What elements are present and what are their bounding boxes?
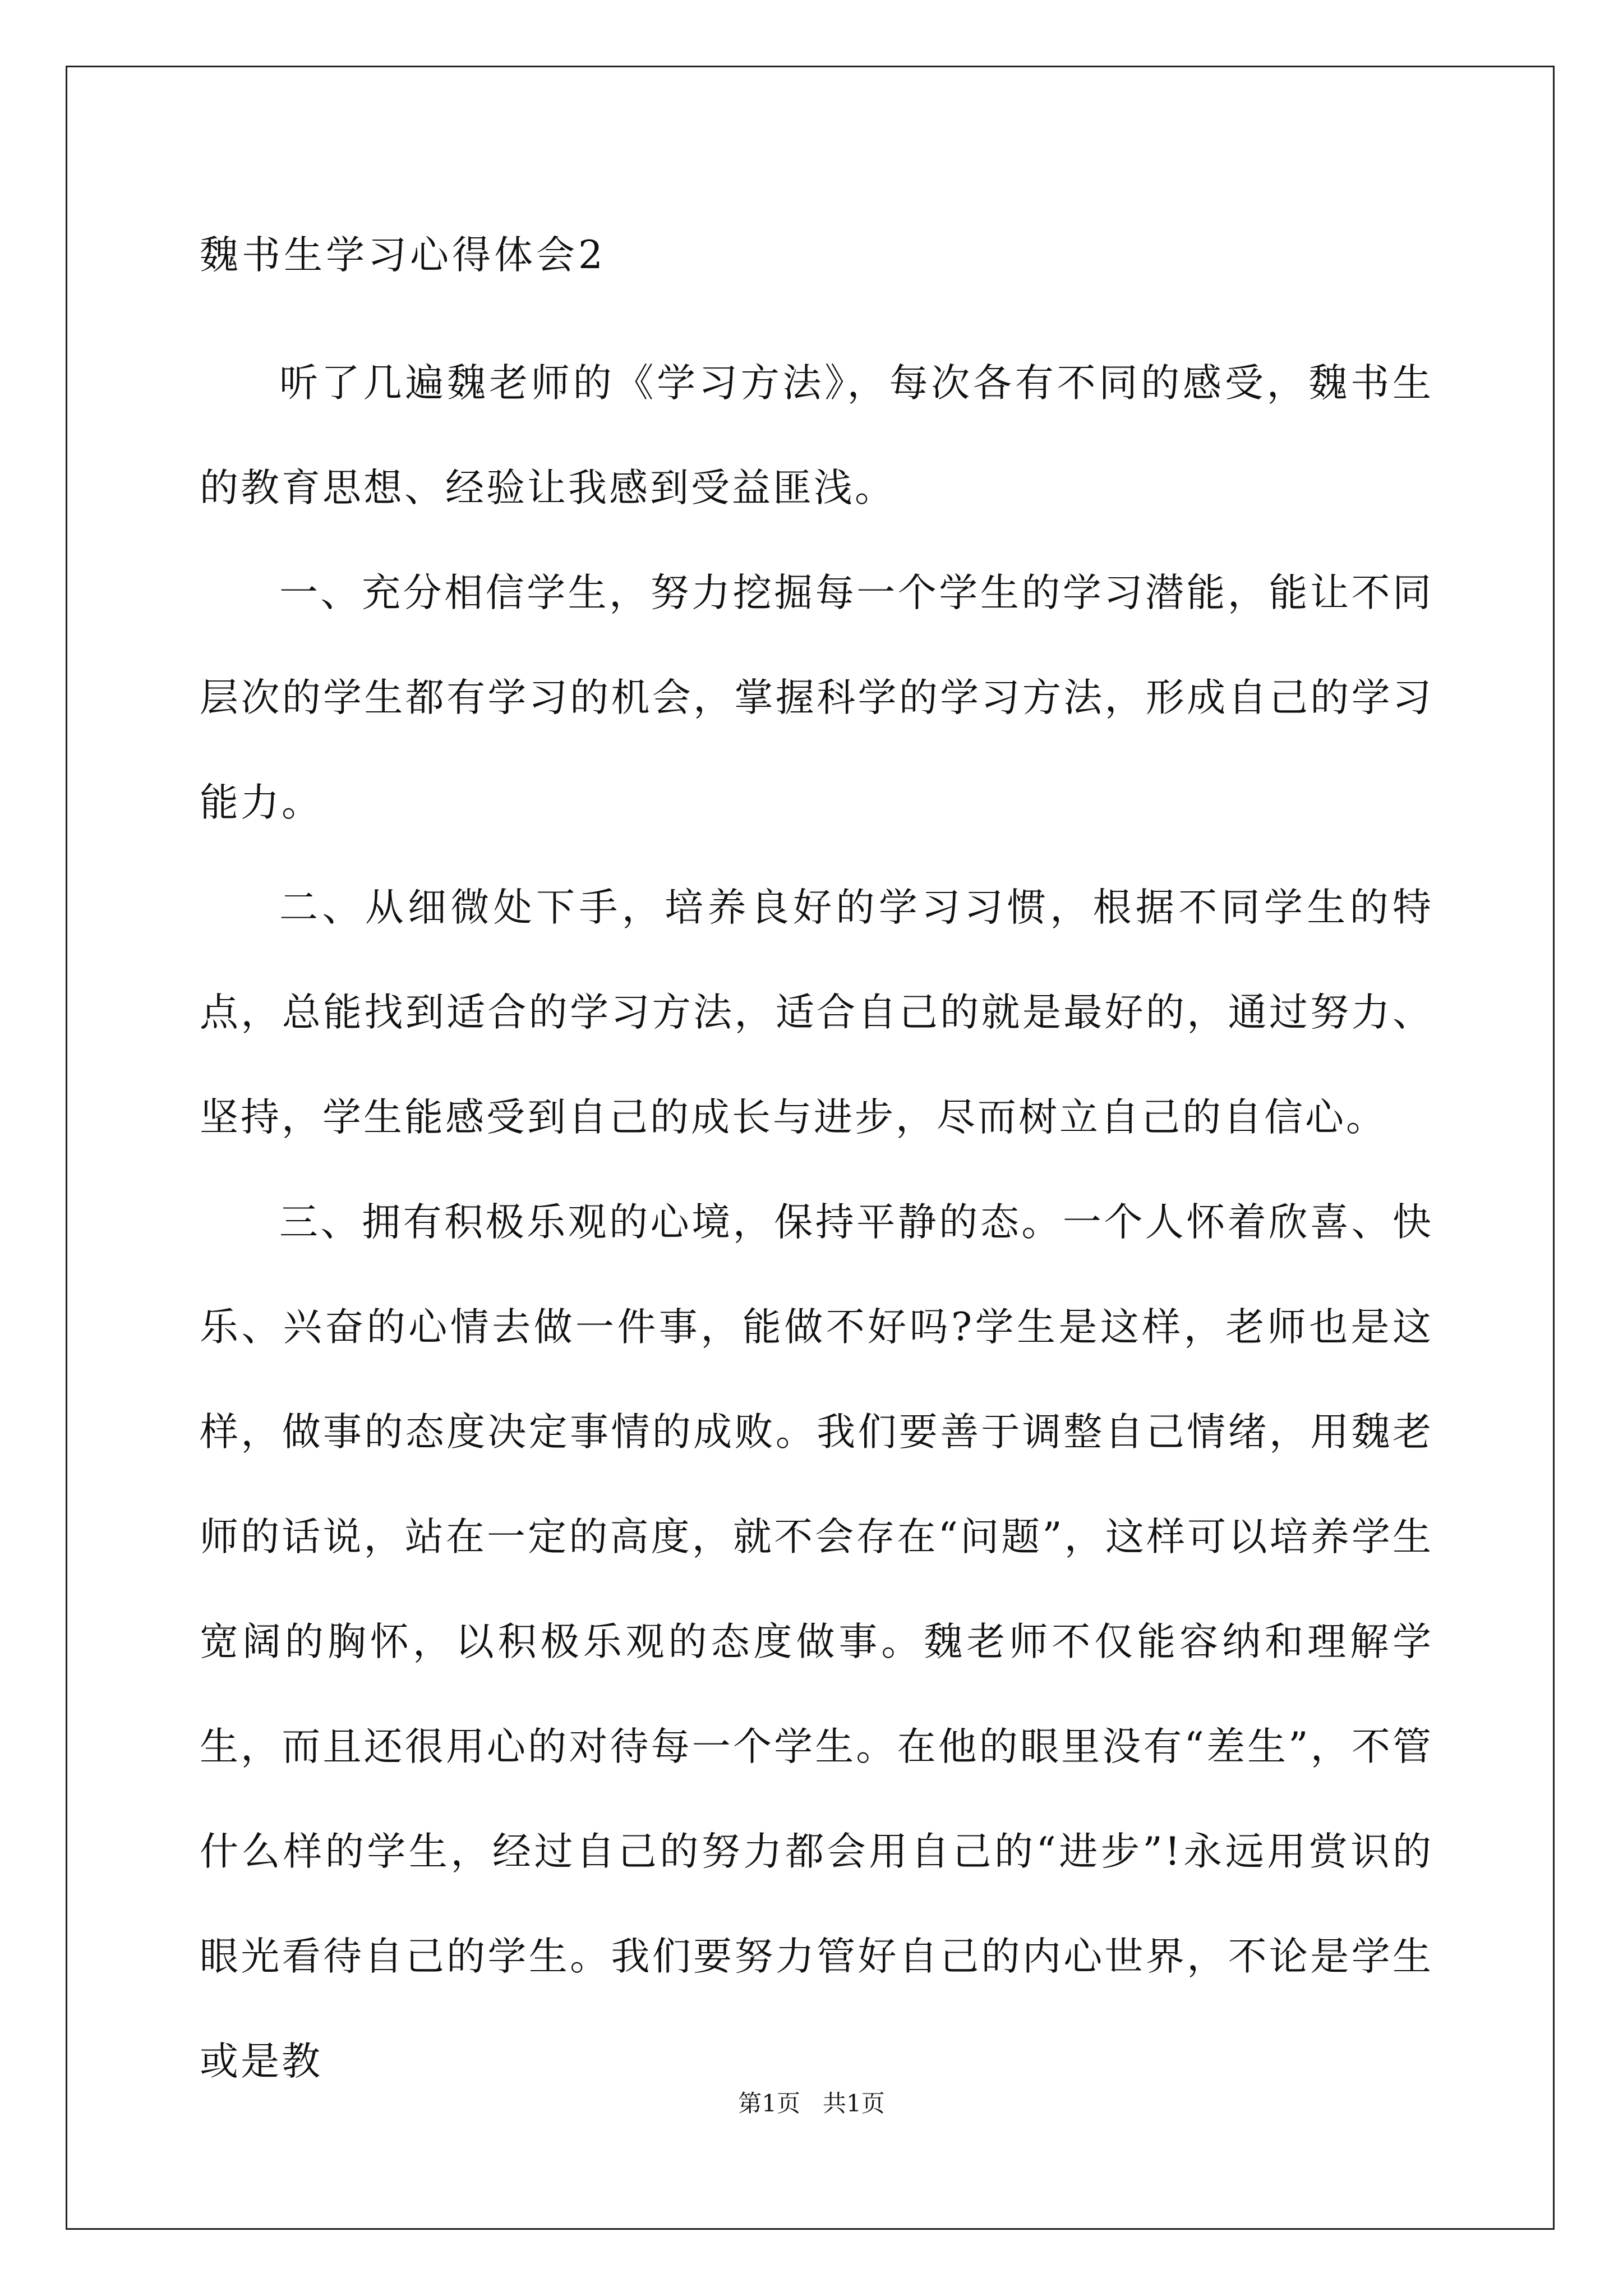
page-footer: 第1页 共1页 [738, 2090, 885, 2117]
paragraph-point-three: 三、拥有积极乐观的心境，保持平静的态。一个人怀着欣喜、快乐、兴奋的心情去做一件事，能做不好吗?学生是这样，老师也是这样，做事的态度决定事情的成败。我们要善于调整自己情绪，用魏老师的话说，站在一定的高度，就不会存在“问题”，这样可以培养学生宽阔的胸怀，以积极乐观的态度做事。魏老师不仅能容纳和理解学生，而且还很用心的对待每一个学生。在他的眼里没有“差生”，不管什么样的学生，经过自己的努力都会用自己的“进步”!永远用赏识的眼光看待自己的学生。我们要努力管好自己的内心世界，不论是学生或是教 [200, 1200, 1433, 2084]
paragraph-point-one: 一、充分相信学生，努力挖掘每一个学生的学习潜能，能让不同层次的学生都有学习的机会，掌握科学的学习方法，形成自己的学习能力。 [200, 570, 1433, 825]
paragraph-point-two: 二、从细微处下手，培养良好的学习习惯，根据不同学生的特点，总能找到适合的学习方法，适合自己的就是最好的，通过努力、坚持，学生能感受到自己的成长与进步，尽而树立自己的自信心。 [200, 885, 1433, 1140]
document-title: 魏书生学习心得体会2 [200, 233, 606, 278]
document-body [200, 331, 1433, 2114]
paragraph-intro: 听了几遍魏老师的《学习方法》，每次各有不同的感受，魏书生的教育思想、经验让我感到受益匪浅。 [200, 361, 1433, 510]
